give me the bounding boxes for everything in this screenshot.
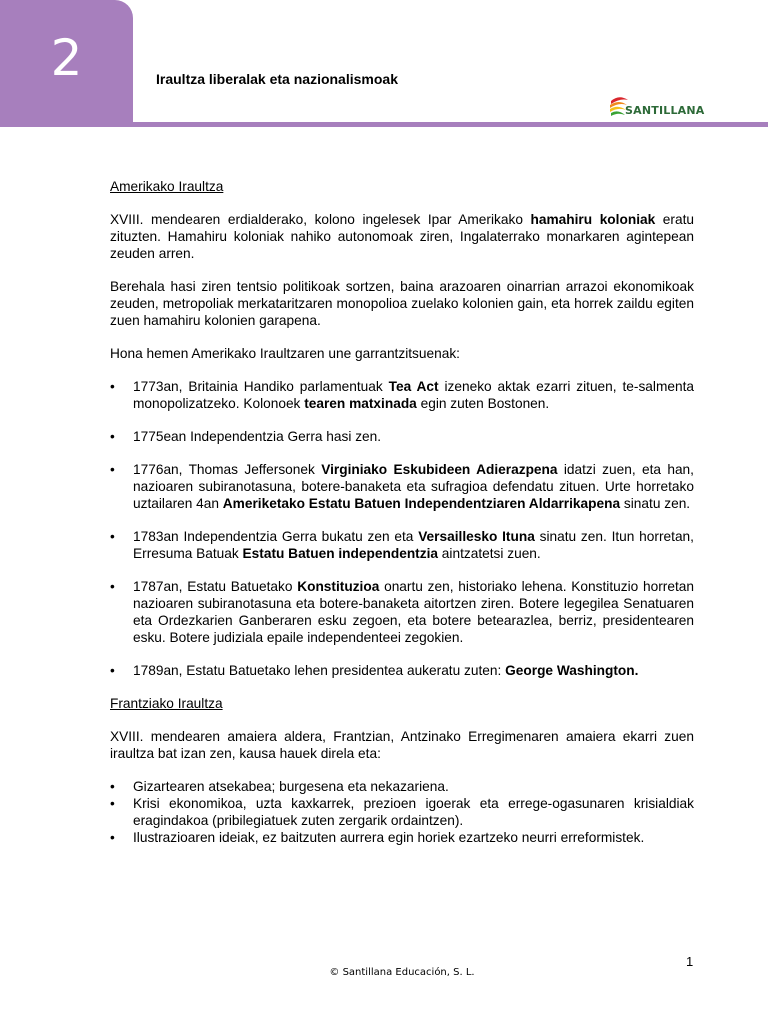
bullet-icon: • — [110, 529, 115, 544]
event-text: 1773an, Britainia Handiko parlamentuak Tea Act izeneko aktak ezarri zituen, te-salmenta monopolizatzeko. Kolonoek tearen matxinada egin zuten Bostonen. — [133, 379, 694, 411]
bullet-icon: • — [110, 462, 115, 477]
event-text: 1775ean Independentzia Gerra hasi zen. — [133, 429, 382, 444]
bold-term: Estatu Batuen independentzia — [242, 546, 438, 561]
section-title-french: Frantziako Iraultza — [110, 696, 223, 711]
american-paragraph-2: Berehala hasi ziren tentsio politikoak sortzen, baina arazoaren oinarrian arrazoi ekonomikoak zeuden, metropoliak merkataritzaren monopolioa zuelako kolonien gain, eta horrek zaildu egiten zuen hamahiru kolonien garapena. — [110, 279, 694, 328]
american-paragraph-1: XVIII. mendearen erdialderako, kolono ingelesek Ipar Amerikako hamahiru koloniak eratu zituzten. Hamahiru koloniak nahiko autonomoak ziren, Ingalaterrako monarkaren agintepean zeuden arren. — [110, 212, 695, 261]
list-item — [110, 778, 694, 795]
bold-term: Virginiako Eskubideen Adierazpena — [321, 462, 558, 477]
chapter-tab — [0, 0, 133, 127]
bold-term: Konstituzioa — [297, 579, 380, 594]
list-item — [110, 795, 694, 829]
american-paragraph-3: Hona hemen Amerikako Iraultzaren une garrantzitsuenak: — [110, 346, 460, 361]
list-item — [110, 829, 694, 846]
french-causes-list — [110, 778, 694, 846]
bold-term: Versaillesko Ituna — [418, 529, 535, 544]
list-item — [110, 662, 694, 679]
bold-term: George Washington. — [505, 663, 639, 678]
header-rule — [133, 122, 768, 127]
event-text: 1776an, Thomas Jeffersonek Virginiako Eskubideen Adierazpena idatzi zuen, eta han, nazioaren subiranotasuna, botere-banaketa eta sufragioa defendatu zituen. Urte horretako uztailaren 4an Ameriketako Estatu Batuen Independentziaren Aldarrikapena sinatu zen. — [133, 462, 694, 511]
cause-text: Ilustrazioaren ideiak, ez baitzuten aurrera egin horiek ezartzeko neurri erreformistek. — [133, 830, 645, 845]
list-item — [110, 461, 694, 512]
chapter-title: Iraultza liberalak eta nazionalismoak — [156, 71, 398, 87]
chapter-number: 2 — [50, 29, 83, 87]
bullet-icon: • — [110, 796, 115, 811]
document-body — [110, 178, 694, 846]
bullet-icon: • — [110, 779, 115, 794]
bold-term: tearen matxinada — [304, 396, 417, 411]
section-title-american: Amerikako Iraultza — [110, 179, 224, 194]
bullet-icon: • — [110, 830, 115, 845]
event-text: 1783an Independentzia Gerra bukatu zen eta Versaillesko Ituna sinatu zen. Itun horretan, Erresuma Batuak Estatu Batuen independentzia aintzatetsi zuen. — [133, 529, 694, 561]
bullet-icon: • — [110, 429, 115, 444]
copyright-notice: © Santillana Educación, S. L. — [329, 967, 475, 978]
list-item — [110, 528, 694, 562]
santillana-logo — [608, 94, 704, 120]
event-text: 1789an, Estatu Batuetako lehen presidentea aukeratu zuten: George Washington. — [133, 663, 639, 678]
page-number: 1 — [686, 954, 694, 969]
bullet-icon: • — [110, 379, 115, 394]
bold-term: Ameriketako Estatu Batuen Independentziaren Aldarrikapena — [222, 496, 621, 511]
bold-term: hamahiru koloniak — [530, 212, 656, 227]
bullet-icon: • — [110, 663, 115, 678]
bold-term: Tea Act — [388, 379, 439, 394]
list-item — [110, 378, 694, 412]
list-item — [110, 428, 694, 445]
cause-text: Gizartearen atsekabea; burgesena eta nekazariena. — [133, 779, 449, 794]
event-text: 1787an, Estatu Batuetako Konstituzioa onartu zen, historiako lehena. Konstituzio horretan nazioaren subiranotasuna eta botere-banaketa aitortzen ziren. Botere legegilea Senatuaren eta Ordezkarien Ganberaren esku zegoen, eta botere betearazlea, berriz, presidentearen esku. Botere judiziala epaile independenteei zegokien. — [133, 579, 694, 645]
american-events-list — [110, 378, 694, 679]
cause-text: Krisi ekonomikoa, uzta kaxkarrek, prezioen igoerak eta errege-ogasunaren krisialdiak eragindakoa (pribilegiatuek zuten zergarik ordaintzen). — [133, 796, 694, 828]
bullet-icon: • — [110, 579, 115, 594]
french-paragraph-1: XVIII. mendearen amaiera aldera, Frantzian, Antzinako Erregimenaren amaiera ekarri zuen iraultza bat izan zen, kausa hauek direla eta: — [110, 729, 694, 761]
santillana-logo-text: SANTILLANA — [625, 104, 705, 117]
list-item — [110, 578, 694, 646]
